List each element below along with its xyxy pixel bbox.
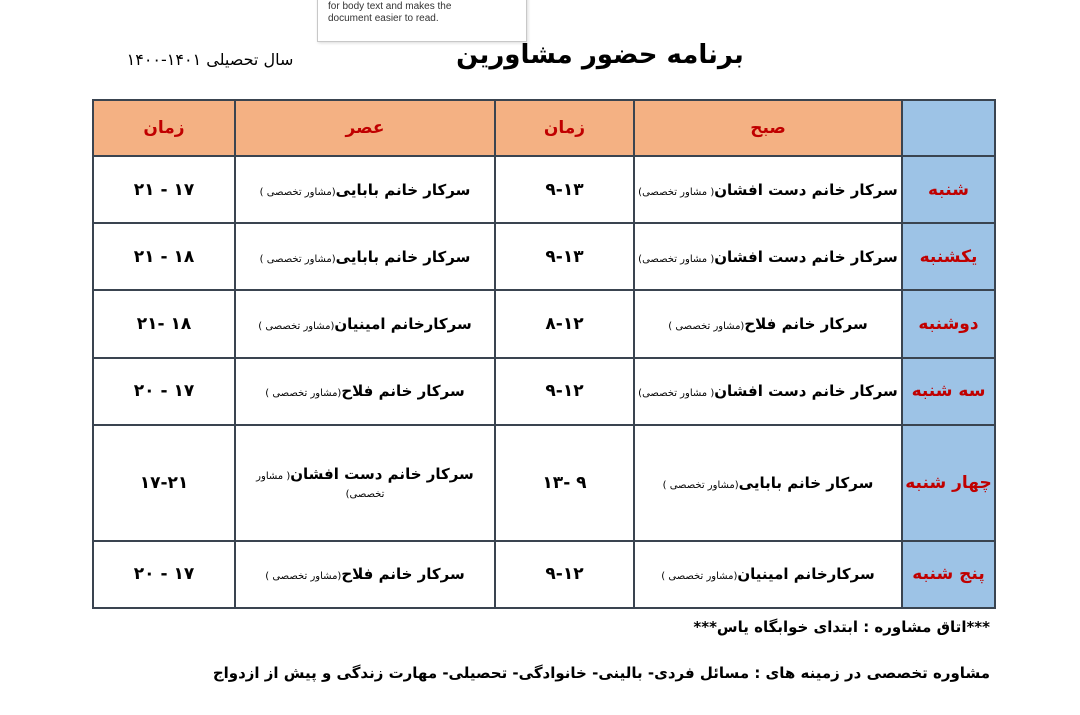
afternoon-counselor-cell — [235, 425, 495, 541]
afternoon-time-cell: ۱۸ -۲۱ — [93, 290, 235, 357]
counselor-name: سرکار خانم فلاح — [341, 382, 465, 401]
counselor-role: (مشاور تخصصی ) — [662, 479, 739, 491]
counselor-role: (مشاور تخصصی ) — [259, 253, 336, 265]
day-cell: سه شنبه — [902, 358, 995, 425]
afternoon-counselor-cell — [235, 223, 495, 290]
day-cell: شنبه — [902, 156, 995, 223]
counselor-role: (مشاور تخصصی ) — [258, 320, 335, 332]
tooltip-popup — [317, 0, 527, 42]
morning-counselor-cell — [634, 223, 902, 290]
header-day — [902, 100, 995, 156]
afternoon-counselor-cell — [235, 541, 495, 608]
header-morning: صبح — [634, 100, 902, 156]
counselor-role: (مشاور تخصصی ) — [259, 186, 336, 198]
morning-time-cell: ۹ -۱۳ — [495, 425, 634, 541]
afternoon-time-cell: ۱۸ - ۲۱ — [93, 223, 235, 290]
afternoon-time-cell: ۱۷ - ۲۱ — [93, 156, 235, 223]
counselor-name: سرکارخانم امینیان — [737, 565, 875, 584]
counselor-name: سرکار خانم دست افشان — [290, 464, 474, 483]
counselor-role: ( مشاور تخصصی) — [638, 186, 715, 198]
counselor-role: (مشاور تخصصی ) — [265, 388, 342, 400]
day-cell: پنج شنبه — [902, 541, 995, 608]
counselor-name: سرکار خانم فلاح — [341, 565, 465, 584]
day-cell: یکشنبه — [902, 223, 995, 290]
counselor-name: سرکار خانم دست افشان — [714, 247, 898, 266]
table-header-row — [93, 100, 995, 156]
afternoon-time-cell: ۱۷ - ۲۰ — [93, 358, 235, 425]
afternoon-counselor-cell — [235, 290, 495, 357]
morning-counselor-cell — [634, 425, 902, 541]
table-row — [93, 425, 995, 541]
tooltip-line-2: document easier to read. — [328, 13, 439, 24]
morning-counselor-cell — [634, 290, 902, 357]
day-cell: دوشنبه — [902, 290, 995, 357]
morning-time-cell: ۹-۱۲ — [495, 541, 634, 608]
afternoon-time-cell: ۱۷-۲۱ — [93, 425, 235, 541]
morning-time-cell: ۸-۱۲ — [495, 290, 634, 357]
header-time-morning: زمان — [495, 100, 634, 156]
schedule-table — [92, 99, 996, 609]
header-time-afternoon: زمان — [93, 100, 235, 156]
counselor-role: (مشاور تخصصی ) — [661, 571, 738, 583]
counselor-name: سرکار خانم دست افشان — [714, 180, 898, 199]
counselor-role: (مشاور تخصصی ) — [668, 320, 745, 332]
counselor-name: سرکار خانم دست افشان — [714, 382, 898, 401]
counselor-role: (مشاور تخصصی ) — [265, 571, 342, 583]
page-title: برنامه حضور مشاورین — [456, 40, 744, 70]
table-row — [93, 290, 995, 357]
counselor-name: سرکار خانم فلاح — [744, 314, 868, 333]
academic-year: سال تحصیلی ۱۴۰۱-۱۴۰۰ — [126, 50, 294, 69]
morning-time-cell: ۹-۱۳ — [495, 156, 634, 223]
counselor-name: سرکارخانم امینیان — [334, 314, 472, 333]
counselor-role: ( مشاور تخصصی) — [638, 253, 715, 265]
table-row — [93, 541, 995, 608]
afternoon-counselor-cell — [235, 358, 495, 425]
afternoon-time-cell: ۱۷ - ۲۰ — [93, 541, 235, 608]
morning-counselor-cell — [634, 358, 902, 425]
day-cell: چهار شنبه — [902, 425, 995, 541]
counseling-room-note: ***اتاق مشاوره : ابتدای خوابگاه یاس*** — [693, 618, 990, 636]
counseling-fields-text: مشاوره تخصصی در زمینه های : مسائل فردی- بالینی- خانوادگی- تحصیلی- مهارت زندگی و پیش از ازدواج — [212, 664, 990, 682]
counselor-name: سرکار خانم بابایی — [335, 247, 471, 266]
table-row — [93, 223, 995, 290]
morning-counselor-cell — [634, 541, 902, 608]
header-afternoon: عصر — [235, 100, 495, 156]
counselor-name: سرکار خانم بابایی — [738, 473, 874, 492]
morning-counselor-cell — [634, 156, 902, 223]
counselor-name: سرکار خانم بابایی — [335, 180, 471, 199]
tooltip-line-1: for body text and makes the — [328, 1, 452, 12]
morning-time-cell: ۹-۱۲ — [495, 358, 634, 425]
morning-time-cell: ۹-۱۳ — [495, 223, 634, 290]
table-row — [93, 358, 995, 425]
afternoon-counselor-cell — [235, 156, 495, 223]
table-row — [93, 156, 995, 223]
counselor-role: ( مشاور تخصصی) — [256, 470, 385, 500]
counselor-role: ( مشاور تخصصی) — [638, 388, 715, 400]
